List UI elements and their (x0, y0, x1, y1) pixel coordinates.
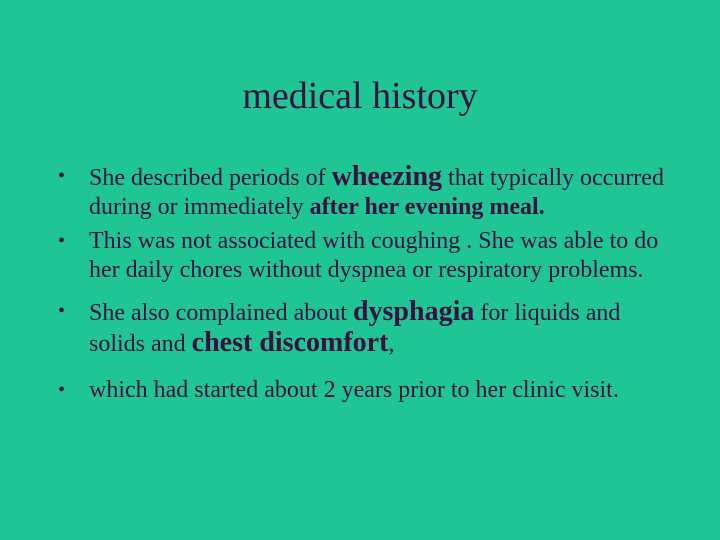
bullet-dot: • (58, 379, 66, 401)
bullet-list (58, 162, 668, 405)
bullet-text: , (388, 331, 395, 357)
bullet-text: for liquids and solids and (89, 300, 621, 357)
bullet-item-coughing (58, 227, 668, 285)
emphasis-chest-discomfort: chest discomfort (191, 327, 389, 358)
emphasis-dysphagia: dysphagia (352, 296, 475, 327)
bullet-text: This was not associated with coughing . She was able to do her daily chores without dyspnea or respiratory problems. (89, 228, 659, 283)
bullet-text: She also complained about (89, 300, 353, 326)
bullet-item-onset (58, 376, 668, 405)
bullet-dot: • (58, 165, 66, 187)
bullet-text: which had started about 2 years prior to her clinic visit. (89, 377, 619, 403)
slide-title-text: medical history (242, 75, 478, 117)
bullet-dot: • (58, 300, 66, 322)
bullet-text: She described periods of (89, 165, 332, 191)
bullet-item-dysphagia (58, 297, 668, 359)
bullet-dot: • (58, 230, 66, 252)
emphasis-wheezing: wheezing (331, 161, 443, 192)
bullet-item-wheezing (58, 162, 668, 222)
slide-title (0, 72, 720, 120)
bullet-text: that typically occurred during or immediately (89, 165, 664, 220)
emphasis-after-evening-meal: after her evening meal. (309, 194, 545, 220)
